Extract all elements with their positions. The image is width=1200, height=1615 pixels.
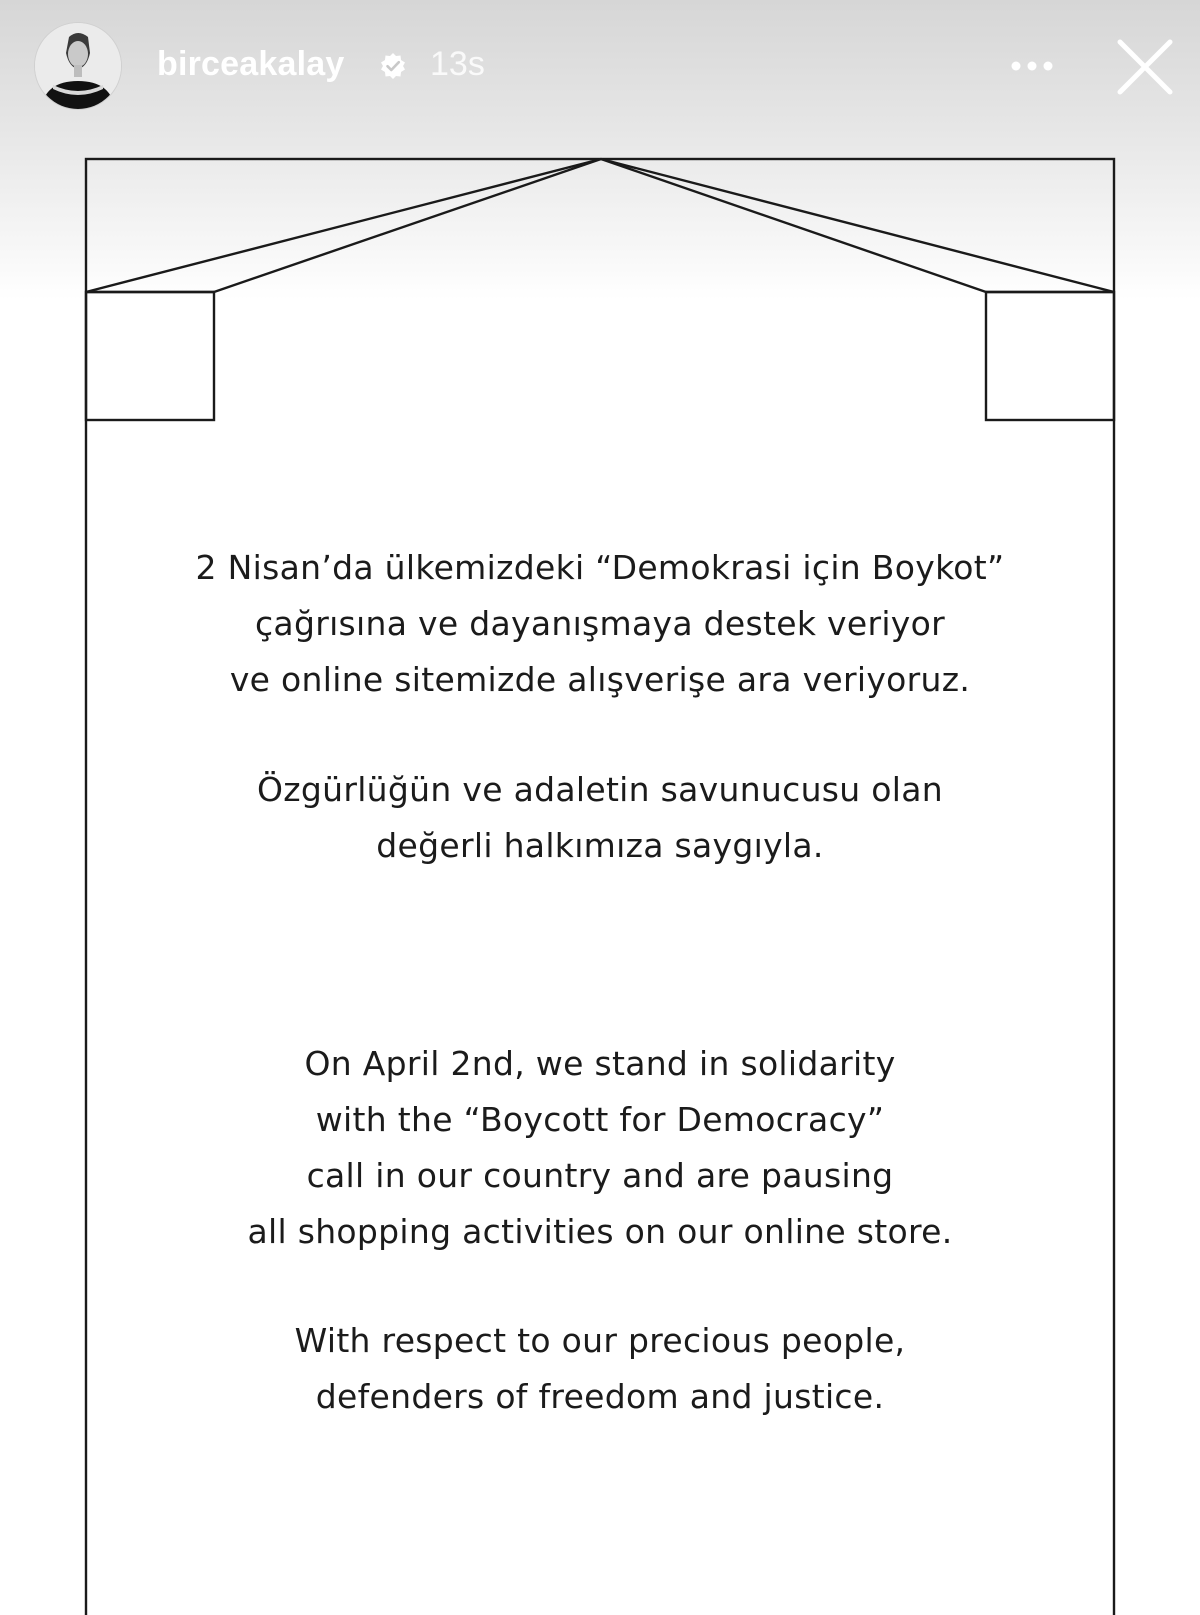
turkish-paragraph-2 (86, 762, 1114, 874)
text-line: çağrısına ve dayanışmaya destek veriyor (254, 604, 945, 643)
text-line: all shopping activities on our online store. (247, 1212, 953, 1251)
english-paragraph-2 (86, 1313, 1114, 1425)
english-paragraph-1 (86, 1036, 1114, 1260)
roof-line-right-outer (601, 159, 1114, 292)
timestamp: 13s (430, 45, 485, 83)
text-line: call in our country and are pausing (306, 1156, 894, 1195)
text-line: ve online sitemizde alışverişe ara veriyoruz. (229, 660, 971, 699)
text-line: with the “Boycott for Democracy” (315, 1100, 885, 1139)
text-line: 2 Nisan’da ülkemizdeki “Demokrasi için Boykot” (195, 548, 1005, 587)
roof-line-left-outer (86, 159, 601, 292)
text-line: On April 2nd, we stand in solidarity (304, 1044, 896, 1083)
corner-box-left (86, 292, 214, 420)
story-header (0, 0, 1200, 130)
close-icon[interactable] (1114, 36, 1176, 98)
avatar-image (35, 23, 121, 109)
corner-box-right (986, 292, 1114, 420)
text-line: değerli halkımıza saygıyla. (376, 826, 824, 865)
verified-badge-icon (379, 52, 407, 80)
text-line: Özgürlüğün ve adaletin savunucusu olan (256, 770, 943, 809)
avatar[interactable] (34, 22, 122, 110)
roof-line-left-inner (214, 159, 601, 292)
text-line: defenders of freedom and justice. (315, 1377, 885, 1416)
username[interactable]: birceakalay (157, 45, 345, 83)
text-line: With respect to our precious people, (294, 1321, 906, 1360)
more-options-icon[interactable] (1008, 48, 1056, 84)
roof-line-right-inner (601, 159, 986, 292)
turkish-paragraph-1 (86, 540, 1114, 708)
